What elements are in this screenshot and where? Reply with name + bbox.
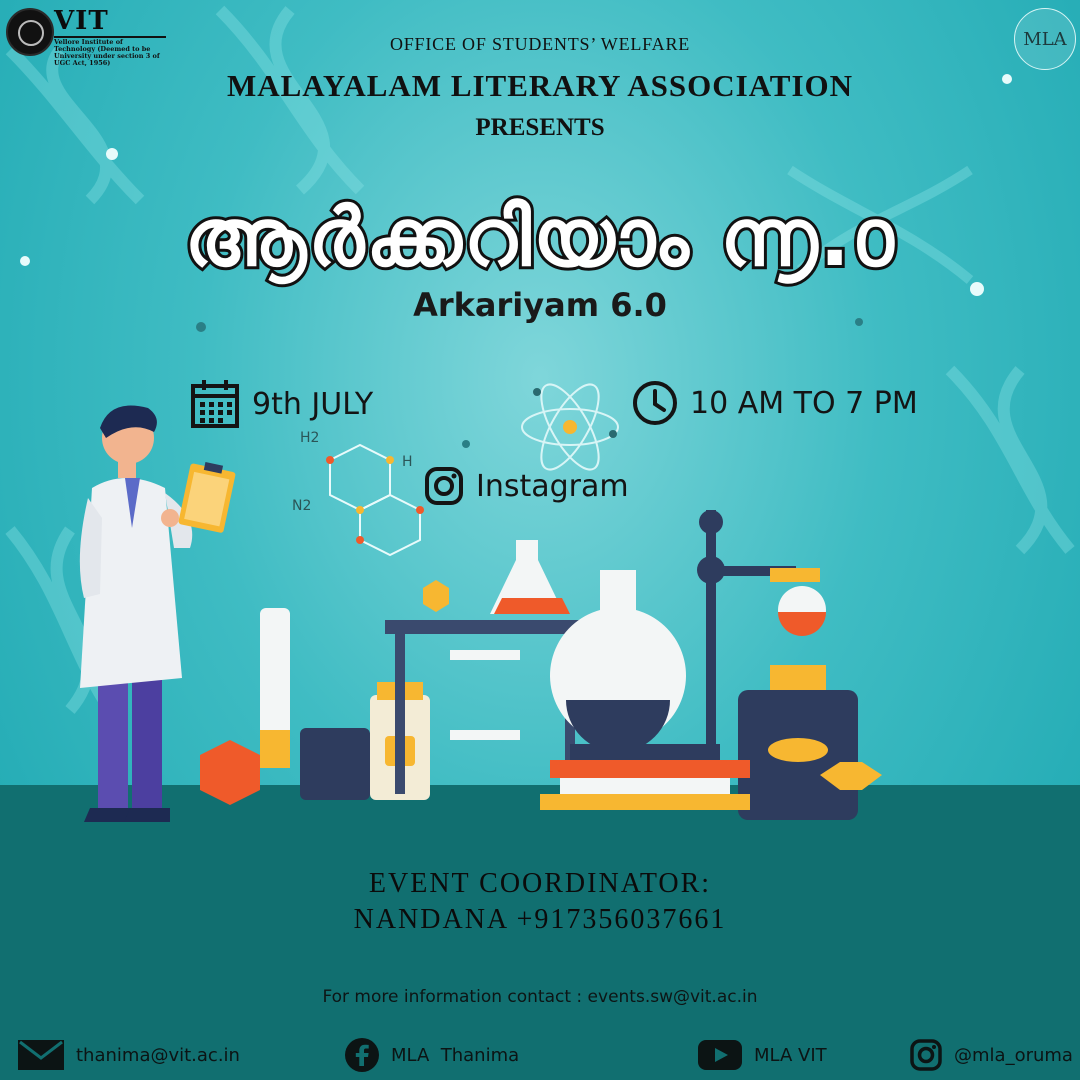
lab-equipment-illustration	[170, 500, 910, 830]
event-time-text: 10 AM TO 7 PM	[690, 385, 918, 421]
presents-heading: PRESENTS	[475, 114, 605, 141]
clock-icon	[632, 380, 678, 426]
coordinator-contact[interactable]: NANDANA +917356037661	[353, 904, 727, 935]
event-title-malayalam: ആർക്കറിയാം ൬.൦	[184, 191, 896, 284]
event-date-text: 9th JULY	[252, 386, 374, 422]
footer-youtube-text: MLA VIT	[754, 1044, 827, 1066]
atom-icon	[515, 372, 625, 482]
association-heading: MALAYALAM LITERARY ASSOCIATION	[226, 68, 854, 103]
footer-facebook[interactable]	[345, 1038, 519, 1072]
instagram-icon	[910, 1039, 942, 1071]
bubble	[462, 440, 470, 448]
office-heading: OFFICE OF STUDENTS’ WELFARE	[389, 34, 691, 54]
more-info-text[interactable]: For more information contact : events.sw@vit.ac.in	[322, 987, 758, 1007]
molecule-label-h: H	[402, 454, 413, 470]
event-platform-text: Instagram	[476, 468, 629, 504]
event-time	[632, 380, 918, 426]
bubble	[106, 148, 118, 160]
event-title-english: Arkariyam 6.0	[413, 286, 667, 324]
molecule-label-h2: H2	[300, 430, 320, 446]
coordinator-label: EVENT COORDINATOR:	[368, 868, 712, 899]
mail-icon	[18, 1040, 64, 1070]
dna-decoration-right	[930, 360, 1080, 560]
footer-facebook-text: MLA Thanima	[391, 1044, 520, 1066]
mla-logo: MLA	[1014, 8, 1076, 70]
vit-logo-subtext: Vellore Institute of Technology (Deemed to be University under section 3 of UGC Act, 1956)	[54, 36, 166, 67]
coordinator-block	[0, 866, 1080, 938]
footer-youtube[interactable]	[698, 1038, 827, 1072]
vit-logo-text: VIT	[54, 6, 109, 36]
footer-email[interactable]	[18, 1038, 240, 1072]
youtube-icon	[698, 1040, 742, 1070]
facebook-icon	[345, 1038, 379, 1072]
footer-instagram-text: @mla_oruma	[954, 1044, 1073, 1066]
molecule-label-n2: N2	[292, 498, 312, 514]
footer-instagram[interactable]	[910, 1038, 1073, 1072]
footer-email-text: thanima@vit.ac.in	[76, 1044, 240, 1066]
